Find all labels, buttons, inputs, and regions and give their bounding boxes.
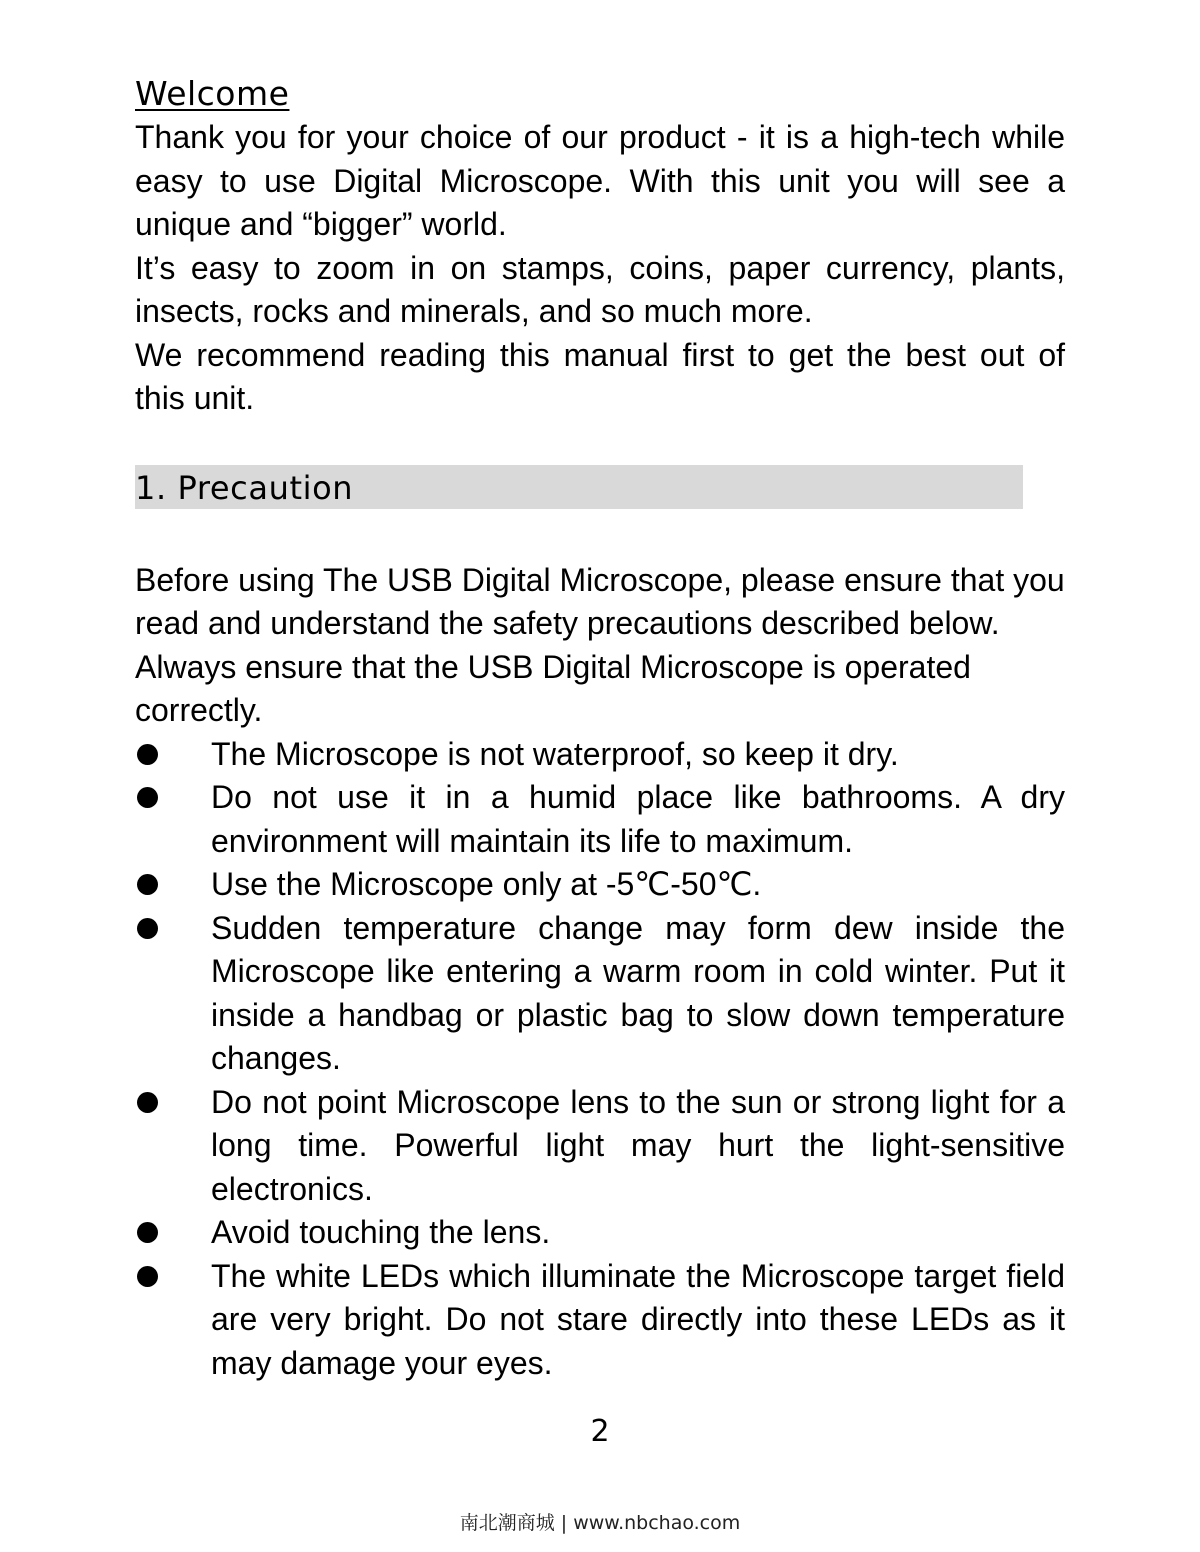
list-item [135, 863, 1065, 907]
page-number: 2 [590, 1414, 610, 1449]
list-item-text: Sudden temperature change may form dew inside the Microscope like entering a warm room in cold winter. Put it inside a handbag or plastic bag to slow down temperature changes. [211, 909, 1065, 1076]
bullet-dot-icon [137, 918, 158, 939]
list-item [135, 1081, 1065, 1212]
bullet-dot-icon [137, 744, 158, 765]
list-item [135, 776, 1065, 863]
welcome-paragraph-1: Thank you for your choice of our product - it is a high-tech while easy to use Digital Microscope. With this unit you will see a unique and “bigger” world. [135, 119, 1065, 242]
list-item-text: The Microscope is not waterproof, so keep it dry. [211, 735, 899, 772]
list-item-text: Do not use it in a humid place like bathrooms. A dry environment will maintain its life to maximum. [211, 779, 1065, 859]
list-item-text: The white LEDs which illuminate the Microscope target field are very bright. Do not stare directly into these LEDs as it may damage your eyes. [211, 1257, 1065, 1381]
list-item [135, 1211, 1065, 1255]
welcome-paragraph-3: We recommend reading this manual first to get the best out of this unit. [135, 336, 1065, 416]
bullet-dot-icon [137, 1092, 158, 1113]
list-item-text: Use the Microscope only at -5℃-50℃. [211, 866, 762, 902]
welcome-paragraph-2: It’s easy to zoom in on stamps, coins, paper currency, plants, insects, rocks and minerals, and so much more. [135, 249, 1065, 329]
welcome-title: Welcome [135, 74, 290, 113]
bullet-dot-icon [137, 874, 158, 895]
precaution-intro: Before using The USB Digital Microscope, please ensure that you read and understand the safety precautions described below. Always ensure that the USB Digital Microscope is operated correctly. [135, 561, 1065, 728]
footer-watermark: 南北潮商城 | www.nbchao.com [459, 1512, 741, 1534]
precaution-list [135, 733, 1065, 1386]
bullet-dot-icon [137, 1222, 158, 1243]
manual-page [135, 72, 1065, 1385]
list-item-text: Avoid touching the lens. [211, 1214, 551, 1250]
precaution-section-header: 1. Precaution [135, 465, 1023, 509]
list-item [135, 733, 1065, 777]
bullet-dot-icon [137, 1266, 158, 1287]
bullet-dot-icon [137, 787, 158, 808]
list-item [135, 907, 1065, 1081]
list-item [135, 1255, 1065, 1386]
list-item-text: Do not point Microscope lens to the sun or strong light for a long time. Powerful light may hurt the light-sensitive electronics. [211, 1083, 1065, 1207]
